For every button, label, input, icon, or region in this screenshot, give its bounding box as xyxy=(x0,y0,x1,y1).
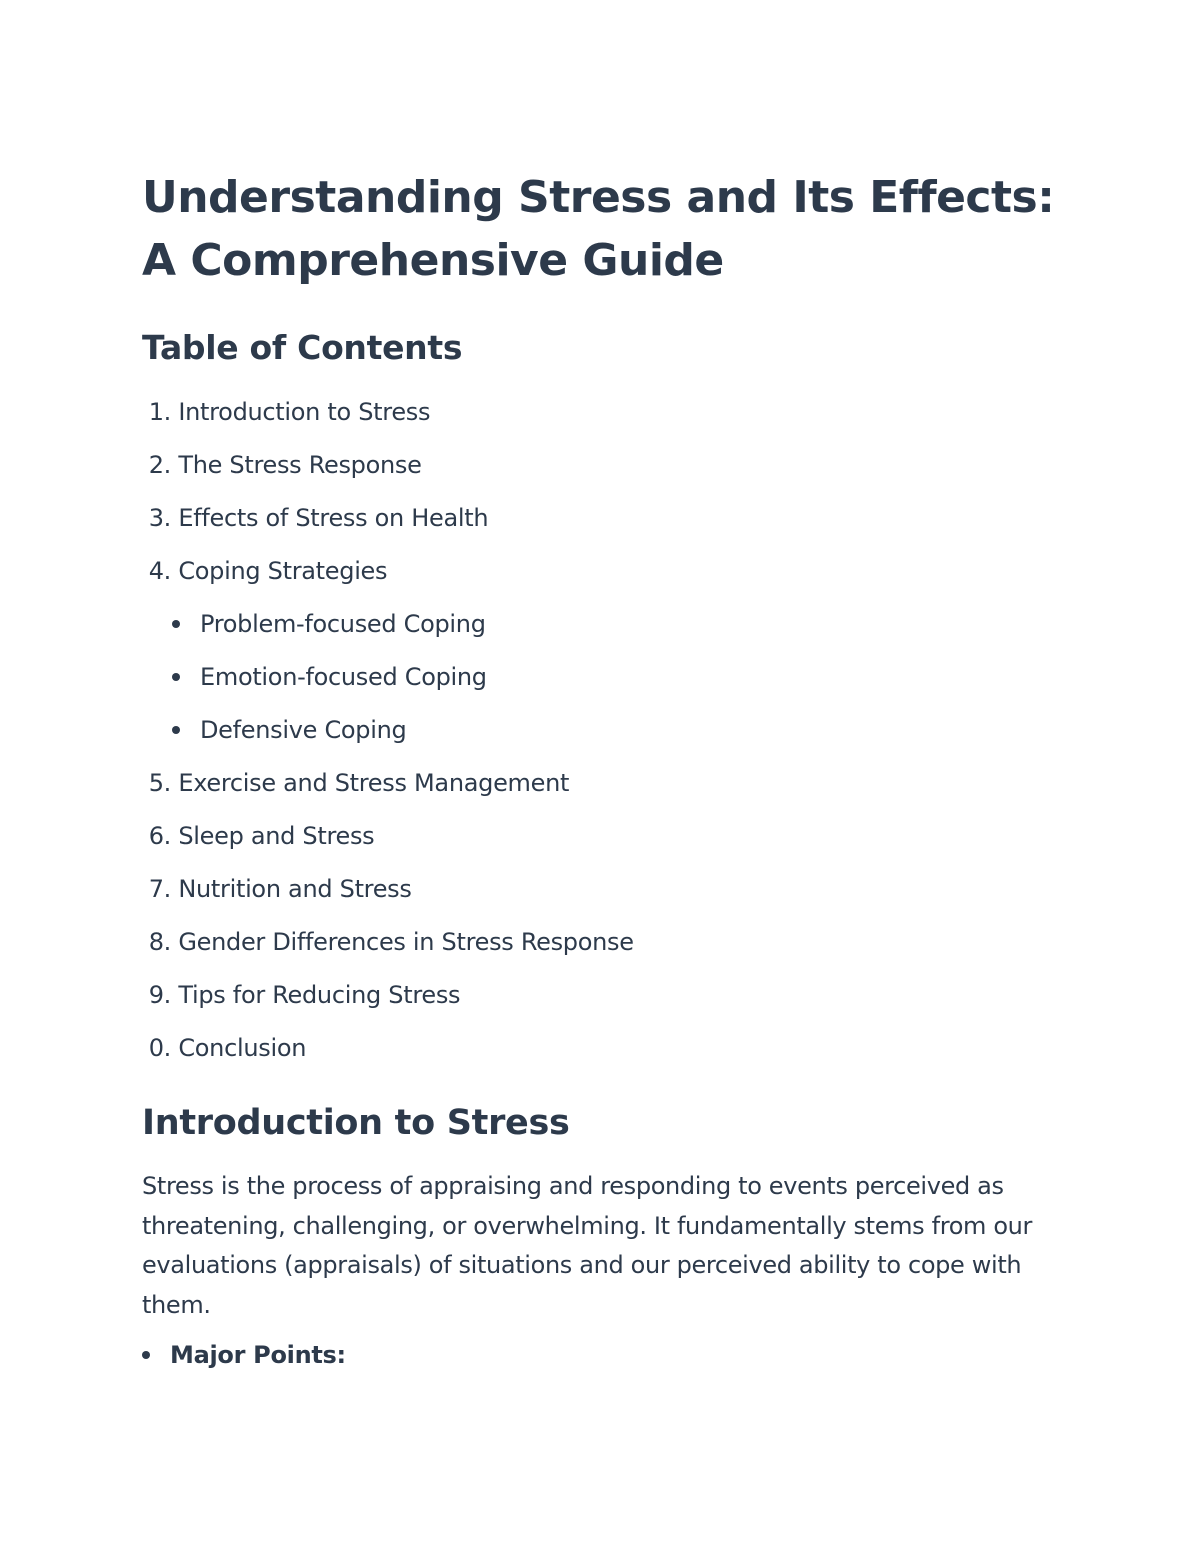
toc-subitem-label: Emotion-focused Coping xyxy=(200,663,487,691)
toc-item[interactable] xyxy=(142,916,1072,969)
toc-item[interactable] xyxy=(142,757,1072,810)
toc-item-label: Sleep and Stress xyxy=(178,822,375,850)
list-item xyxy=(142,1335,1072,1375)
major-points-label: Major Points: xyxy=(170,1341,346,1369)
toc-item[interactable] xyxy=(142,863,1072,916)
toc-subitem-label: Defensive Coping xyxy=(200,716,407,744)
toc-subitem[interactable] xyxy=(142,704,1072,757)
toc-item[interactable] xyxy=(142,969,1072,1022)
toc-item-label: Coping Strategies xyxy=(178,557,388,585)
toc-item-label: Nutrition and Stress xyxy=(178,875,412,903)
toc-subitem-label: Problem-focused Coping xyxy=(200,610,486,638)
document-content xyxy=(142,166,1072,1375)
toc-item[interactable] xyxy=(142,545,1072,598)
toc-item-number: 3. xyxy=(148,504,171,532)
toc-item-number: 1. xyxy=(148,398,171,426)
toc-heading: Table of Contents xyxy=(142,328,463,367)
toc-item-label: Exercise and Stress Management xyxy=(178,769,570,797)
document-title: Understanding Stress and Its Effects: A Comprehensive Guide xyxy=(142,172,1055,286)
toc-item[interactable] xyxy=(142,386,1072,439)
bullet-icon xyxy=(172,620,180,628)
major-points-list xyxy=(142,1335,1072,1375)
toc-item[interactable] xyxy=(142,810,1072,863)
toc-item-label: Gender Differences in Stress Response xyxy=(178,928,634,956)
toc-item-label: Tips for Reducing Stress xyxy=(178,981,461,1009)
toc-subitem[interactable] xyxy=(142,651,1072,704)
toc-subitem[interactable] xyxy=(142,598,1072,651)
toc-item-label: Effects of Stress on Health xyxy=(178,504,489,532)
toc-item-number: 8. xyxy=(148,928,171,956)
bullet-icon xyxy=(172,673,180,681)
toc-item[interactable] xyxy=(142,1022,1072,1075)
bullet-icon xyxy=(172,726,180,734)
toc-item-label: Introduction to Stress xyxy=(178,398,431,426)
toc-item-number: 2. xyxy=(148,451,171,479)
toc-item-label: Conclusion xyxy=(178,1034,307,1062)
table-of-contents xyxy=(142,386,1072,1075)
intro-paragraph: Stress is the process of appraising and responding to events perceived as threatening, challenging, or overwhelming. It fundamentally stems from our evaluations (appraisals) of situations and our perceived ability to cope with them. xyxy=(142,1172,1033,1319)
toc-item-number: 5. xyxy=(148,769,171,797)
toc-item-number: 9. xyxy=(148,981,171,1009)
toc-item-number: 4. xyxy=(148,557,171,585)
toc-item-number: 7. xyxy=(148,875,171,903)
toc-item[interactable] xyxy=(142,492,1072,545)
toc-item-label: The Stress Response xyxy=(178,451,422,479)
bullet-icon xyxy=(142,1351,150,1359)
toc-item-number: 0. xyxy=(148,1034,171,1062)
toc-item[interactable] xyxy=(142,439,1072,492)
section-heading-introduction: Introduction to Stress xyxy=(142,1103,570,1143)
toc-item-number: 6. xyxy=(148,822,171,850)
